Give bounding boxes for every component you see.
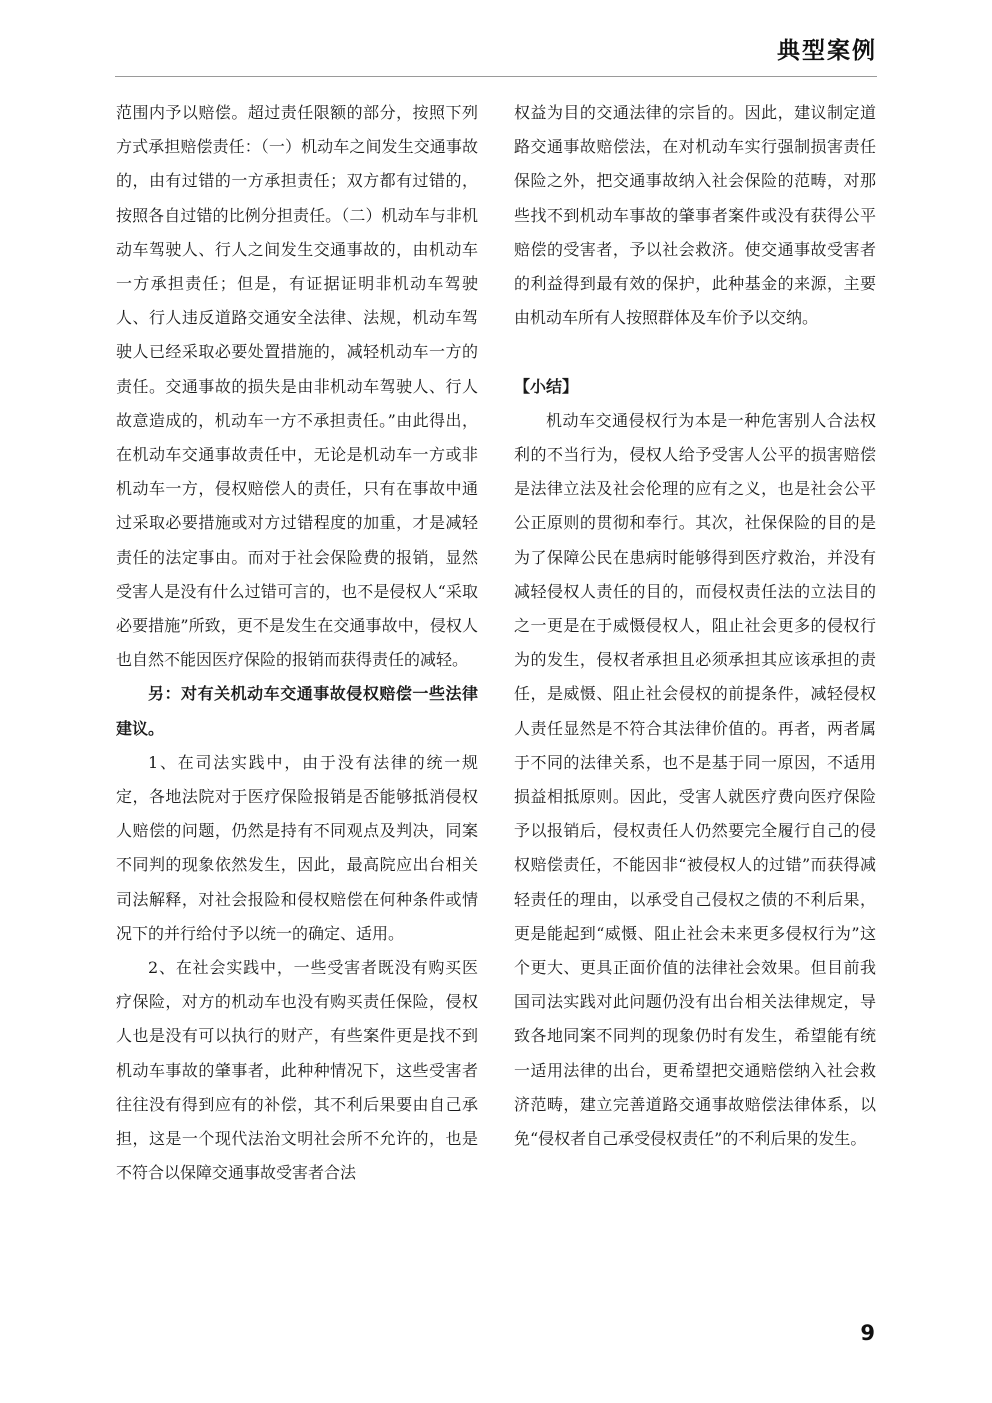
- left-paragraph-suggestion-2: 2、在社会实践中，一些受害者既没有购买医疗保险，对方的机动车也没有购买责任保险，侵权人也是没有可以执行的财产，有些案件更是找不到机动车事故的肇事者，此种种情况下，这些受害者往往没有得到应有的补偿，其不利后果要由自己承担，这是一个现代法治文明社会所不允许的，也是不符合以保障交通事故受害者合法: [116, 958, 478, 1183]
- summary-heading: 【小结】: [514, 376, 579, 396]
- section-title: 典型案例: [777, 38, 877, 64]
- paragraph-spacer: [514, 335, 876, 369]
- left-paragraph-1: 范围内予以赔偿。超过责任限额的部分，按照下列方式承担赔偿责任：（一）机动车之间发生交通事故的，由有过错的一方承担责任；双方都有过错的，按照各自过错的比例分担责任。（二）机动车与非机动车驾驶人、行人之间发生交通事故的，由机动车一方承担责任；但是，有证据证明非机动车驾驶人、行人违反道路交通安全法律、法规，机动车驾驶人已经采取必要处置措施的，减轻机动车一方的责任。交通事故的损失是由非机动车驾驶人、行人故意造成的，机动车一方不承担责任。”由此得出，在机动车交通事故责任中，无论是机动车一方或非机动车一方，侵权赔偿人的责任，只有在事故中通过采取必要措施或对方过错程度的加重，才是减轻责任的法定事由。而对于社会保险费的报销，显然受害人是没有什么过错可言的，也不是侵权人“采取必要措施”所致，更不是发生在交通事故中，侵权人也自然不能因医疗保险的报销而获得责任的减轻。: [116, 103, 478, 670]
- left-paragraph-suggestion-1: 1、在司法实践中，由于没有法律的统一规定，各地法院对于医疗保险报销是否能够抵消侵权人赔偿的问题，仍然是持有不同观点及判决，同案不同判的现象依然发生，因此，最高院应出台相关司法解释，对社会报险和侵权赔偿在何种条件或情况下的并行给付予以统一的确定、适用。: [116, 752, 478, 943]
- left-paragraph-suggestions-heading: 另：对有关机动车交通事故侵权赔偿一些法律建议。: [116, 684, 478, 738]
- summary-paragraph: 机动车交通侵权行为本是一种危害别人合法权利的不当行为，侵权人给予受害人公平的损害赔偿是法律立法及社会伦理的应有之义，也是社会公平公正原则的贯彻和奉行。其次，社保保险的目的是为了保障公民在患病时能够得到医疗救治，并没有减轻侵权人责任的目的，而侵权责任法的立法目的之一更是在于威慑侵权人，阻止社会更多的侵权行为的发生，侵权者承担且必须承担其应该承担的责任，是威慑、阻止社会侵权的前提条件，减轻侵权人责任显然是不符合其法律价值的。再者，两者属于不同的法律关系，也不是基于同一原因，不适用损益相抵原则。因此，受害人就医疗费向医疗保险予以报销后，侵权责任人仍然要完全履行自己的侵权赔偿责任，不能因非“被侵权人的过错”而获得减轻责任的理由，以承受自己侵权之债的不利后果，更是能起到“威慑、阻止社会未来更多侵权行为”这个更大、更具正面价值的法律社会效果。但目前我国司法实践对此问题仍没有出台相关法律规定，导致各地同案不同判的现象仍时有发生，希望能有统一适用法律的出台，更希望把交通赔偿纳入社会救济范畴，建立完善道路交通事故赔偿法律体系，以免“侵权者自己承受侵权责任”的不利后果的发生。: [514, 410, 876, 1149]
- left-column: [116, 96, 478, 1191]
- header-divider: [115, 76, 877, 77]
- right-paragraph-1: 权益为目的交通法律的宗旨的。因此，建议制定道路交通事故赔偿法，在对机动车实行强制损害责任保险之外，把交通事故纳入社会保险的范畴，对那些找不到机动车事故的肇事者案件或没有获得公平赔偿的受害者，予以社会救济。使交通事故受害者的利益得到最有效的保护，此种基金的来源，主要由机动车所有人按照群体及车价予以交纳。: [514, 103, 876, 328]
- page-number: 9: [860, 1321, 875, 1345]
- right-column: [514, 96, 876, 1156]
